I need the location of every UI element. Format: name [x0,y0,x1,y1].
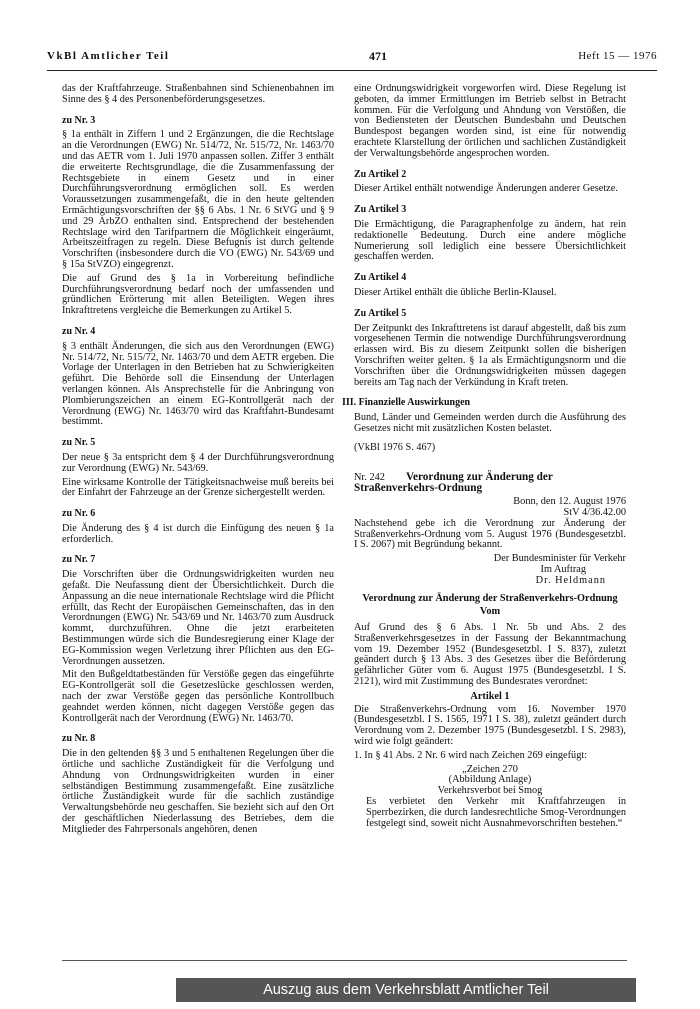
paragraph: § 3 enthält Änderungen, die sich aus den Verordnungen (EWG) Nr. 514/72, Nr. 515/72, Nr. 1463/70 und dem AETR ergeben. Die Vorlage der Unterlagen in den Betrieben hat zu Schwierigkeiten geführt. Die Behörde soll die Einsendung der Unterlagen verlangen können. Als Ansprechstelle für die Anbringung von Plombierungszeichen an einem EG-Kontrollgerät nach der Verordnung (EWG) Nr. 1463/70 wird das Kraftfahrt-Bundesamt bestimmt. [62,340,334,428]
footer-banner: Auszug aus dem Verkehrsblatt Amtlicher Teil [176,978,636,1002]
paragraph: Dieser Artikel enthält notwendige Änderungen anderer Gesetze. [354,183,618,195]
section-heading: Zu Artikel 5 [354,307,407,319]
page-number: 471 [369,49,387,63]
regulation-heading [354,472,626,496]
paragraph: eine Ordnungswidrigkeit vorgeworfen wird. Diese Regelung ist geboten, da immer Ermittlungen im Betrieb selbst in Betracht kommen. Für die Verfolgung und Ahndung von Verstößen, die von Bediensteten der Deutschen Bundesbahn und Deutschen Bundespost begangen worden sind, ist eine für notwendig erachtete Klarstellung der örtlichen und sachlichen Zuständigkeit der Verwaltungsbehörde angesprochen worden. [354,83,626,159]
section-heading: III. Finanzielle Auswirkungen [342,397,471,409]
paragraph: Die Straßenverkehrs-Ordnung vom 16. November 1970 (Bundesgesetzbl. I S. 1565, 1971 I S. 38), zuletzt geändert durch Verordnung vom 2. Dezember 1975 (Bundesgesetzbl. I S. 2983), wird wie folgt geändert: [354,703,626,748]
paragraph: Bund, Länder und Gemeinden werden durch die Ausführung des Gesetzes nicht mit zusätzlichen Kosten belastet. [354,412,626,434]
sign-caption: Verkehrsverbot bei Smog [437,785,543,797]
paragraph: Nachstehend gebe ich die Verordnung zur Änderung der Straßenverkehrs-Ordnung vom 5. August 1976 (Bundesgesetzbl. I S. 2067) mit Begründung bekannt. [354,517,626,551]
paragraph: Der Zeitpunkt des Inkrafttretens ist darauf abgestellt, daß bis zum vorgesehenen Termin die notwendige Durchführungsverordnung erlassen wird. Bis zu diesem Zeitpunkt sollen die bisherigen Vorschriften weiter gelten. § 1a als Ermächtigungsnorm und die Vorschriften über die Ordnungswidrigkeiten müssen dagegen bereits am Tag nach der Verkündung in Kraft treten. [354,322,626,388]
paragraph: Die Ermächtigung, die Paragraphenfolge zu ändern, hat rein redaktionelle Bedeutung. Durch eine andere mögliche Numerierung soll lediglich eine bessere Übersichtlichkeit geschaffen werden. [354,218,626,263]
signature-line: Der Bundesminister für Verkehr [493,553,626,565]
page-header [47,48,657,71]
issue-label: Heft 15 — 1976 [578,50,657,62]
article-heading: Artikel 1 [470,690,510,702]
signature-name: Dr. Heldmann [535,574,606,586]
section-heading: Zu Artikel 2 [354,168,407,180]
paragraph: Eine wirksame Kontrolle der Tätigkeitsnachweise muß bereits bei der Einfahrt der Fahrzeuge an der Grenze sichergestellt werden. [62,476,334,499]
right-column [342,83,626,832]
paragraph: Die auf Grund des § 1a in Vorbereitung befindliche Durchführungsverordnung bedarf noch der umfassenden und gründlichen Erörterung mit allen Beteiligten. Wegen ihres Inkrafttretens vergleiche die Bemerkungen zu Artikel 5. [62,272,334,317]
section-heading: zu Nr. 8 [62,733,96,745]
paragraph: Es verbietet den Verkehr mit Kraftfahrzeugen in Sperrbezirken, die durch landesrechtliche Smog-Verordnungen festgelegt sind, soweit nicht Ausnahmevorschriften bestehen.“ [366,796,626,829]
left-column [62,84,334,839]
list-item: 1. In § 41 Abs. 2 Nr. 6 wird nach Zeichen 269 eingefügt: [354,749,588,761]
regulation-title: Verordnung zur Änderung der Straßenverkehrs-Ordnung [354,470,553,495]
paragraph: Dieser Artikel enthält die übliche Berlin-Klausel. [354,286,557,298]
regulation-date: Bonn, den 12. August 1976 [513,496,626,508]
ordinance-vom: Vom [479,606,501,618]
signature-line: Im Auftrag [540,563,586,575]
paragraph: Die Vorschriften über die Ordnungswidrigkeiten wurden neu gefaßt. Die Neufassung dient der Übersichtlichkeit. Durch die Anpassung an die neue internationale Rechtslage wird die Pflicht erfüllt, das Recht der Europäischen Gemeinschaften, das in den Verordnungen (EWG) Nr. 543/69 und Nr. 1463/70 zum Ausdruck kommt, durchzuführen. Ohne die jetzt erarbeiteten Bestimmungen würde sich die Bundesregierung einer Klage der EG-Kommission wegen Verletzung ihrer Pflichten aus den EG-Verordnungen aussetzen. [62,569,334,667]
section-heading: Zu Artikel 4 [354,272,407,284]
regulation-code: StV 4/36.42.00 [563,506,626,518]
section-heading: zu Nr. 7 [62,554,96,566]
section-heading: Zu Artikel 3 [354,204,407,216]
paragraph: das der Kraftfahrzeuge. Straßenbahnen sind Schienenbahnen im Sinne des § 4 des Personenbeförderungsgesetzes. [62,83,334,105]
paragraph: Die in den geltenden §§ 3 und 5 enthaltenen Regelungen über die örtliche und sachliche Zuständigkeit für die Verfolgung und Ahndung von Ordnungswidrigkeiten wurden in einer selbständigen Bestimmung zusammengefaßt. Eine zusätzliche örtliche Zuständigkeit wurde für die sachlich zuständige Verwaltungsbehörde neu geschaffen. Sie bezieht sich auf den Ort der geschäftlichen Niederlassung des Betriebes, dem die Mitglieder des Fahrpersonals angehören, denen [62,748,334,835]
paragraph: Die Änderung des § 4 ist durch die Einfügung des neuen § 1a erforderlich. [62,522,334,545]
paragraph: Mit den Bußgeldtatbeständen für Verstöße gegen das eingeführte EG-Kontrollgerät soll die Gesetzeslücke geschlossen werden, nach der zwar Verstöße gegen das persönliche Kontrollbuch geahndet werden können, nicht dagegen Verstöße gegen das Kontrollgerät nach der Verordnung (EWG) Nr. 1463/70. [62,669,334,724]
reference: (VkBl 1976 S. 467) [354,441,436,453]
section-heading: zu Nr. 6 [62,508,96,520]
sign-note: (Abbildung Anlage) [448,774,532,786]
sign-name: „Zeichen 270 [462,763,518,775]
paragraph: § 1a enthält in Ziffern 1 und 2 Ergänzungen, die die Rechtslage an die Verordnungen (EWG) Nr. 514/72, Nr. 515/72, Nr. 1463/70 und das AETR vom 1. Juli 1970 anpassen sollen. Ziffer 3 enthält die erweiterte Rechtsgrundlage, die die Zusammenfassung der Rechtsgebiete in einem Gesetz und in einer Durchführungsverordnung ermöglichen soll. Es werden Voraussetzungen zusammengefaßt, die in den heute geltenden Ermächtigungsvorschriften der §§ 6 Abs. 1 Nr. 6 StVG und § 9 und 29 ArbZO enthalten sind. Entsprechend der bestehenden Rechtslage wird den Tarifpartnern die Möglichkeit eingeräumt, Arbeitszeitfragen zu regeln. Diese Befugnis ist durch geltende Vorschriften (insbesondere durch die VO (EWG) Nr. 543/69 und § 15a StVZO) eingegrenzt. [62,129,334,270]
paragraph: Der neue § 3a entspricht dem § 4 der Durchführungsverordnung zur Verordnung (EWG) Nr. 543/69. [62,451,334,474]
ordinance-title: Verordnung zur Änderung der Straßenverkehrs-Ordnung [362,593,618,605]
bottom-divider [62,960,627,961]
regulation-number: Nr. 242 [354,471,385,483]
section-heading: zu Nr. 3 [62,114,96,126]
section-heading: zu Nr. 4 [62,325,96,337]
paragraph: Auf Grund des § 6 Abs. 1 Nr. 5b und Abs. 2 des Straßenverkehrsgesetzes in der Fassung der Bekanntmachung vom 19. Dezember 1952 (Bundesgesetzbl. I S. 837), zuletzt geändert durch § 13 Abs. 3 des Gesetzes über die Beförderung gefährlicher Güter vom 6. August 1975 (Bundesgesetzbl. I S. 2121), wird mit Zustimmung des Bundesrates verordnet: [354,622,626,688]
section-heading: zu Nr. 5 [62,437,96,449]
journal-title: VkBl Amtlicher Teil [47,50,170,62]
